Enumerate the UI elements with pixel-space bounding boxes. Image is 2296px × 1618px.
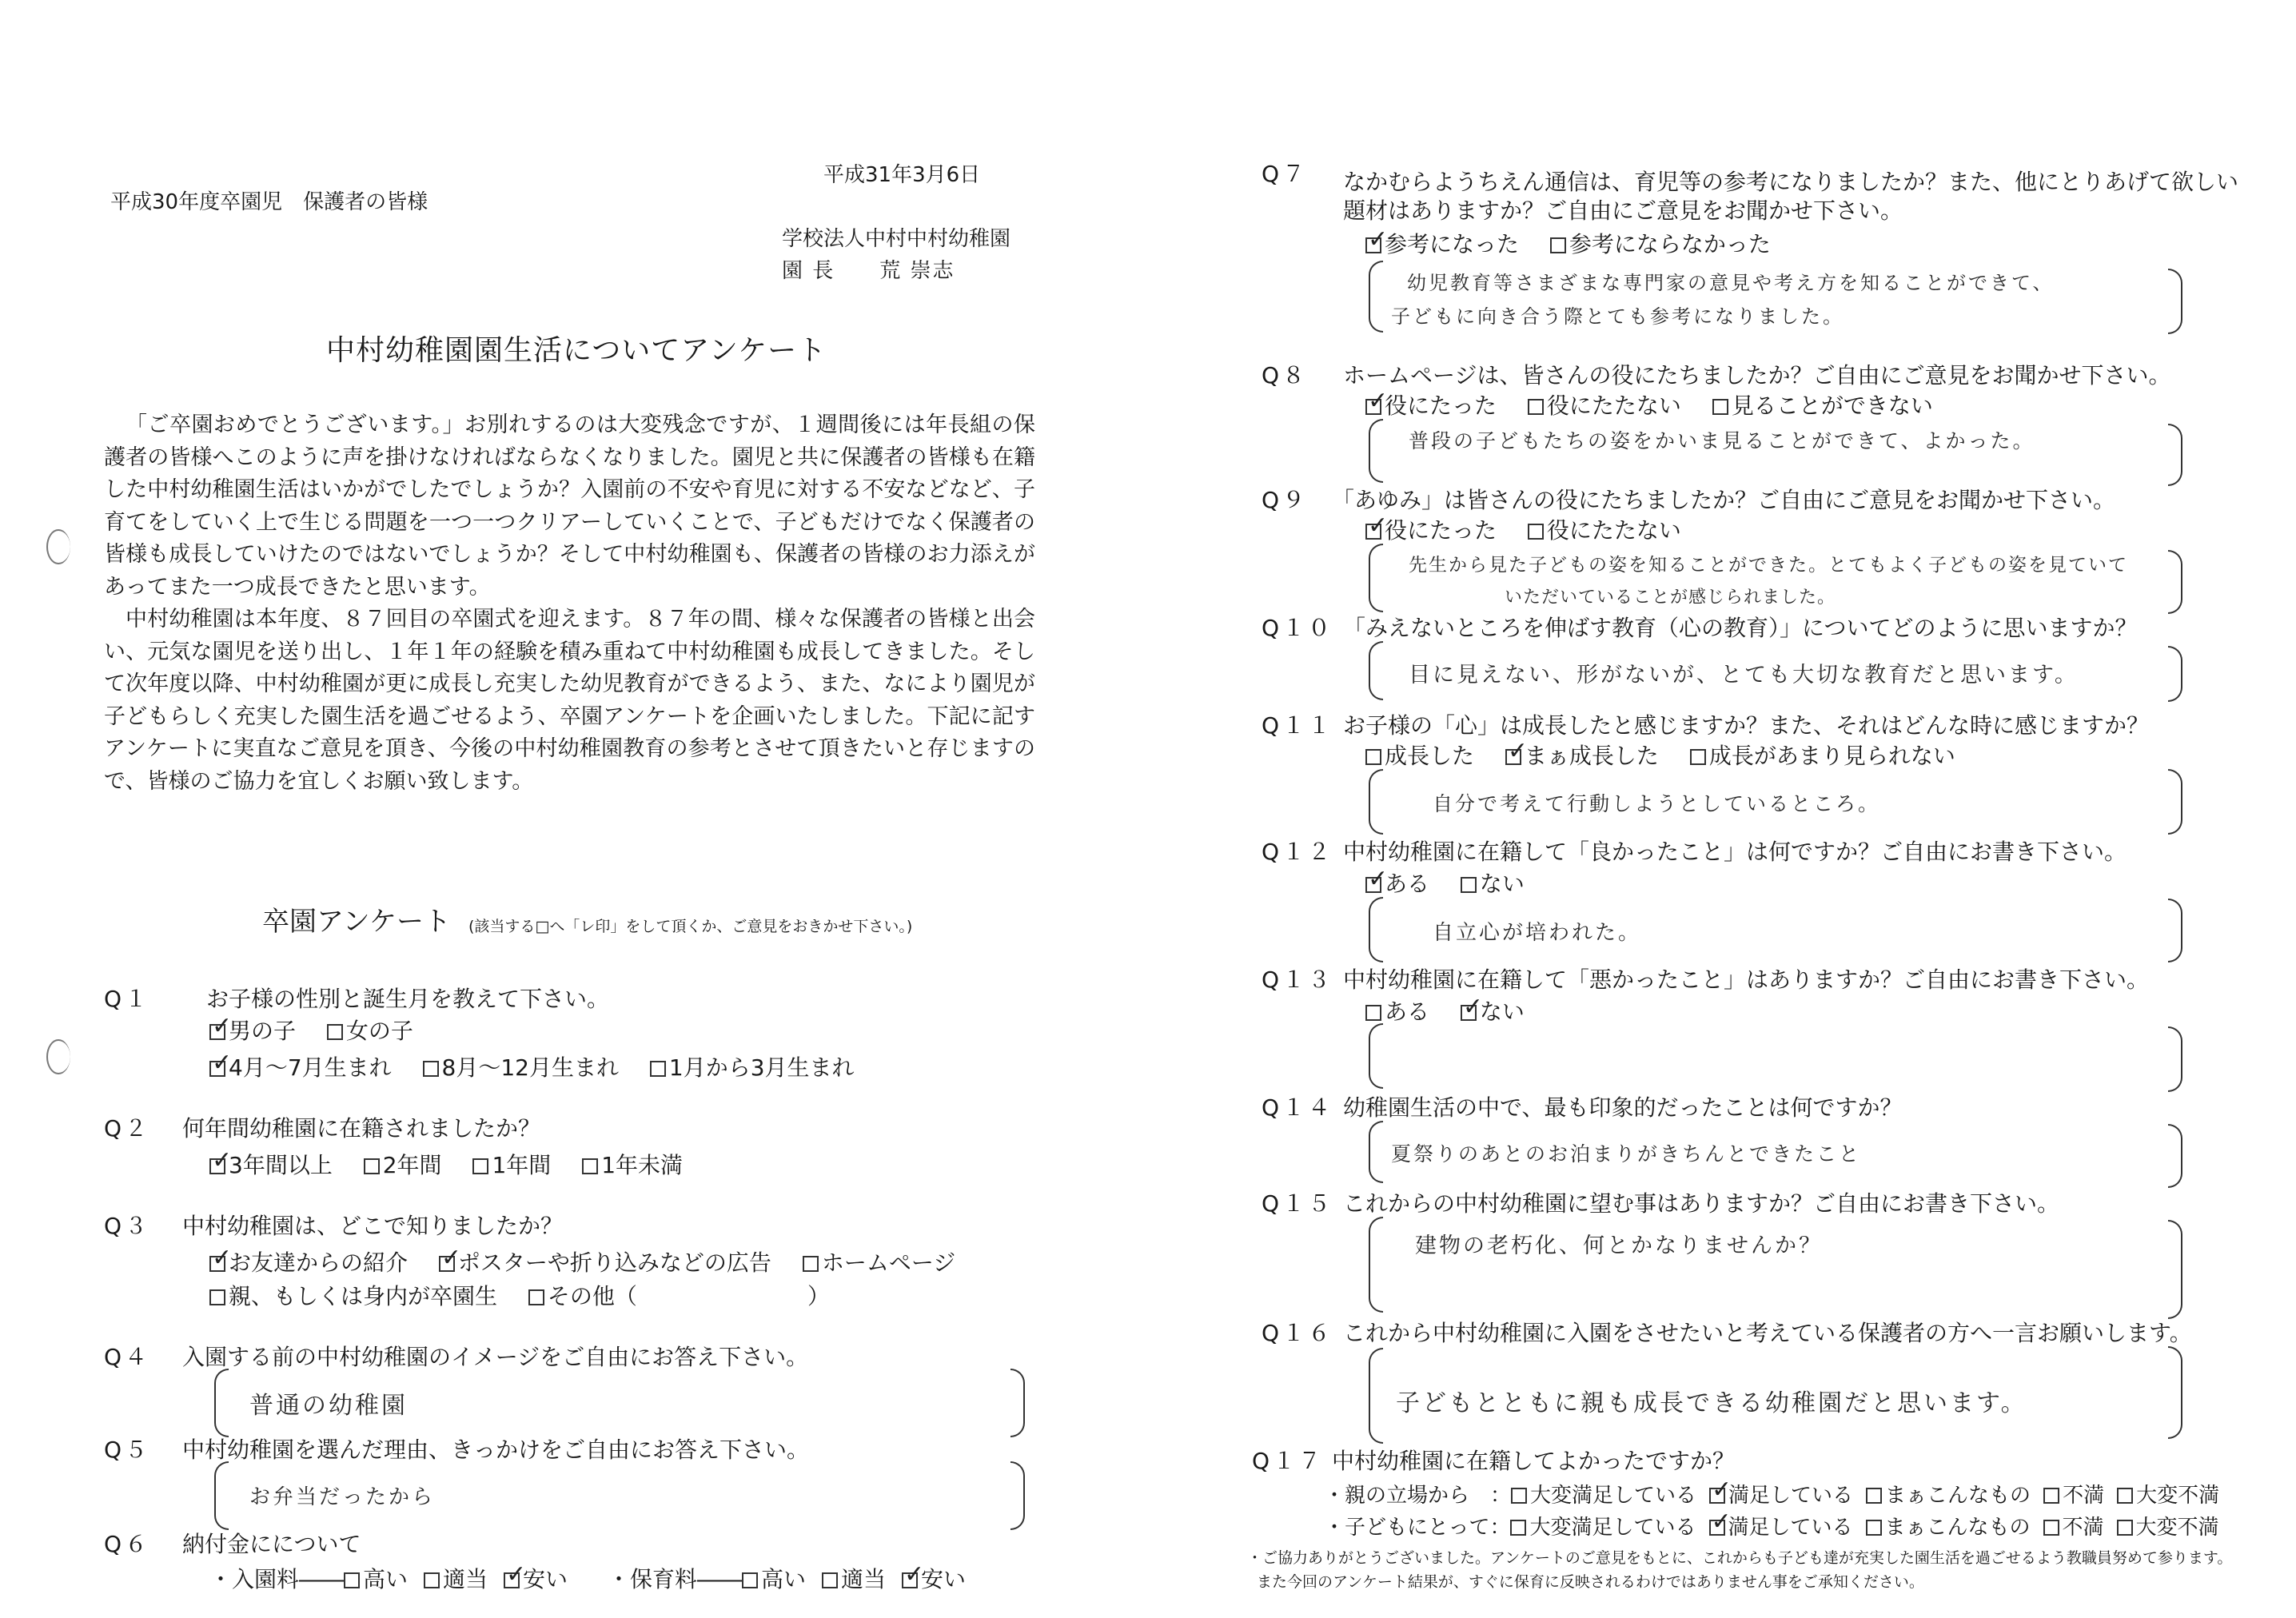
q1-text: お子様の性別と誕生月を教えて下さい。	[206, 986, 610, 1012]
q4-number: Q４	[104, 1344, 151, 1370]
checkbox[interactable]	[2117, 1520, 2133, 1536]
option[interactable]: 大変満足している	[1511, 1484, 1696, 1508]
option[interactable]: ✓男の子	[209, 1018, 296, 1044]
answer-bracket-left	[1369, 1023, 1383, 1089]
q3-close-paren: ）	[807, 1283, 831, 1309]
option[interactable]: ✓ 満足している	[1709, 1516, 1853, 1540]
option[interactable]: 8月～12月生まれ	[423, 1054, 619, 1081]
option[interactable]: ✓ 満足している	[1709, 1484, 1853, 1508]
option[interactable]: 成長した	[1365, 743, 1474, 769]
q8-number: Q８	[1262, 362, 1309, 389]
option[interactable]: 大変満足している	[1510, 1516, 1696, 1540]
q3-options-b	[209, 1279, 661, 1311]
q15-answer: 建物の老朽化、何とかなりませんか？	[1415, 1233, 1823, 1258]
q16-number: Q１６	[1262, 1320, 1334, 1346]
option[interactable]: ✓お友達からの紹介	[209, 1249, 408, 1276]
option[interactable]: 不満	[2043, 1484, 2104, 1508]
q14-text: 幼稚園生活の中で、最も印象的だったことは何ですか？	[1343, 1094, 1903, 1121]
option[interactable]: ✓ ポスターや折り込みなどの広告	[439, 1249, 771, 1276]
answer-bracket-right	[2168, 424, 2182, 486]
intro-paragraph: 中村幼稚園は本年度、８７回目の卒園式を迎えます。８７年の間、様々な保護者の皆様と出会い、元気な園児を送り出し、１年１年の経験を積み重ねて中村幼稚園も成長してきました。そして次年度以降、中村幼稚園が更に成長し充実した幼児教育ができるよう、また、なにより園児が子どもらしく充実した園生活を過ごせるよう、卒園アンケートを企画いたしました。下記に記すアンケートに実直なご意見を頂き、今後の中村幼稚園教育の参考とさせて頂きたいと存じますので、皆様のご協力を宜しくお願い致します。	[104, 607, 1035, 794]
q7-answer-cont: 子どもに向き合う際とても参考になりました。	[1391, 305, 1844, 328]
survey-title: 卒園アンケート	[262, 906, 451, 938]
q14-number: Q１４	[1262, 1094, 1334, 1121]
option[interactable]: 1月から3月生まれ	[650, 1054, 855, 1081]
option[interactable]: 2年間	[364, 1152, 442, 1178]
checkbox[interactable]	[1528, 524, 1544, 540]
option[interactable]: ✓4月～7月生まれ	[209, 1054, 392, 1081]
addressee: 平成30年度卒園児 保護者の皆様	[110, 190, 429, 214]
answer-bracket-right	[1010, 1461, 1025, 1530]
answer-bracket-left	[1369, 897, 1383, 962]
checkbox-checked[interactable]	[1709, 1520, 1725, 1536]
q17-text: 中村幼稚園に在籍してよかったですか？	[1332, 1448, 1736, 1474]
q9-options	[1365, 513, 1705, 545]
checkbox-checked[interactable]	[1365, 877, 1381, 893]
q3-options-a	[209, 1245, 979, 1277]
q8-options	[1365, 389, 1957, 420]
option[interactable]: 大変不満	[2117, 1516, 2219, 1540]
q13-options	[1365, 994, 1549, 1026]
answer-bracket-right	[2168, 1346, 2182, 1439]
q12-options	[1365, 867, 1549, 899]
checkbox-checked[interactable]	[902, 1572, 918, 1588]
answer-bracket-left	[1369, 419, 1383, 483]
option[interactable]: 1年未満	[582, 1152, 683, 1178]
q6-text: 納付金にについて	[182, 1531, 361, 1557]
option[interactable]: その他（	[528, 1283, 637, 1309]
option[interactable]: 参考にならなかった	[1550, 231, 1771, 257]
answer-bracket-left	[214, 1461, 229, 1530]
answer-bracket-right	[2168, 769, 2182, 835]
q12-number: Q１２	[1262, 839, 1334, 865]
q12-answer: 自立心が培われた。	[1433, 921, 1642, 945]
q15-text: これからの中村幼稚園に望む事はありますか？ご自由にお書き下さい。	[1343, 1190, 2060, 1217]
punch-hole-mark	[46, 1039, 70, 1074]
q9-number: Q９	[1262, 487, 1309, 513]
q7-text: なかむらようちえん通信は、育児等の参考になりましたか？また、他にとりあげて欲しい	[1343, 169, 2239, 195]
checkbox-checked[interactable]	[1365, 237, 1381, 253]
q5-number: Q５	[104, 1437, 151, 1463]
checkbox[interactable]	[364, 1158, 380, 1174]
answer-bracket-right	[2168, 899, 2182, 962]
q8-answer: 普段の子どもたちの姿をかいま見ることができて、よかった。	[1409, 429, 2035, 452]
intro-text	[104, 409, 1035, 798]
intro-paragraph: 「ご卒園おめでとうございます。」お別れするのは大変残念ですが、１週間後には年長組の保護者の皆様へこのように声を掛けなければならなくなりました。園児と共に保護者の皆様も在籍した中村幼稚園生活はいかがでしたでしょうか？入園前の不安や育児に対する不安などなど、子育てをしていく上で生じる問題を一つ一つクリアーしていくことで、子どもだけでなく保護者の皆様も成長していけたのではないでしょうか？そして中村幼稚園も、保護者の皆様のお力添えがあってまた一つ成長できたと思います。	[104, 412, 1035, 600]
option[interactable]: ない	[1461, 871, 1525, 897]
option[interactable]: ✓役にたった	[1365, 517, 1497, 544]
option[interactable]: 女の子	[327, 1018, 413, 1044]
q10-answer: 目に見えない、形がないが、とても大切な教育だと思います。	[1409, 663, 2079, 687]
checkbox-checked[interactable]	[504, 1572, 520, 1588]
q11-text: お子様の「心」は成長したと感じますか？また、それはどんな時に感じますか？	[1343, 712, 2150, 739]
checkbox[interactable]	[472, 1158, 488, 1174]
q8-text: ホームページは、皆さんの役にたちましたか？ご自由にご意見をお聞かせ下さい。	[1343, 362, 2171, 389]
q5-text: 中村幼稚園を選んだ理由、きっかけをご自由にお答え下さい。	[182, 1437, 810, 1463]
checkbox[interactable]	[209, 1289, 225, 1305]
answer-bracket-left	[214, 1369, 229, 1437]
option[interactable]: ✓ ない	[1461, 998, 1525, 1025]
checkbox[interactable]	[1866, 1520, 1882, 1536]
option[interactable]: 高い	[344, 1566, 408, 1592]
answer-bracket-right	[2168, 1220, 2182, 1319]
option[interactable]: 見ることができない	[1712, 393, 1933, 419]
checkbox[interactable]	[2117, 1488, 2133, 1504]
option[interactable]: 不満	[2043, 1516, 2104, 1540]
answer-bracket-right	[2168, 269, 2182, 334]
answer-bracket-left	[1369, 1121, 1383, 1183]
q9-text: 「あゆみ」は皆さんの役にたちましたか？ご自由にご意見をお聞かせ下さい。	[1332, 487, 2116, 513]
checkbox-checked[interactable]	[1461, 1005, 1477, 1021]
q5-answer: お弁当だったから	[249, 1485, 436, 1509]
organization-name: 学校法人中村中村幼稚園	[782, 227, 1011, 251]
answer-bracket-left	[1369, 641, 1383, 700]
q12-text: 中村幼稚園に在籍して「良かったこと」は何ですか？ご自由にお書き下さい。	[1343, 839, 2127, 865]
option[interactable]: ある	[1365, 998, 1429, 1025]
checkbox[interactable]	[1511, 1488, 1527, 1504]
q16-text: これから中村幼稚園に入園をさせたいと考えている保護者の方へ一言お願いします。	[1343, 1320, 2192, 1346]
option-label: ・入園料――	[209, 1566, 345, 1592]
q2-text: 何年間幼稚園に在籍されましたか？	[182, 1115, 541, 1142]
checkbox-checked[interactable]	[439, 1256, 455, 1272]
q7-text-cont: 題材はありますか？ご自由にご意見をお聞かせ下さい。	[1343, 197, 1903, 224]
option[interactable]: ✓3年間以上	[209, 1152, 333, 1178]
answer-bracket-right	[2168, 646, 2182, 702]
checkbox[interactable]	[1866, 1488, 1882, 1504]
answer-bracket-left	[1369, 769, 1383, 835]
q7-number: Q７	[1262, 161, 1309, 187]
q2-number: Q２	[104, 1115, 151, 1142]
q6-childcare-fee	[608, 1562, 990, 1594]
checkbox-checked[interactable]	[209, 1024, 225, 1040]
checkbox[interactable]	[742, 1572, 758, 1588]
q4-answer: 普通の幼稚園	[249, 1392, 408, 1420]
answer-bracket-left	[1369, 1217, 1383, 1313]
checkbox[interactable]	[1712, 399, 1728, 415]
q6-entrance-fee	[209, 1562, 592, 1594]
answer-bracket-left	[1369, 1348, 1383, 1444]
option-label: ・親の立場から ：	[1324, 1484, 1512, 1508]
checkbox-checked[interactable]	[1365, 399, 1381, 415]
q11-number: Q１１	[1262, 712, 1334, 739]
q17-number: Q１７	[1252, 1448, 1325, 1474]
checkbox-checked[interactable]	[1365, 524, 1381, 540]
principal-name: 園 長 荒 崇志	[782, 259, 955, 283]
q4-text: 入園する前の中村幼稚園のイメージをご自由にお答え下さい。	[182, 1344, 809, 1370]
q15-number: Q１５	[1262, 1190, 1334, 1217]
checkbox[interactable]	[1365, 1005, 1381, 1021]
q3-text: 中村幼稚園は、どこで知りましたか？	[182, 1213, 564, 1239]
checkbox[interactable]	[650, 1061, 666, 1077]
checkbox[interactable]	[2043, 1488, 2059, 1504]
checkbox[interactable]	[1690, 749, 1706, 765]
checkbox[interactable]	[1550, 237, 1566, 253]
option[interactable]: ✓役にたった	[1365, 393, 1497, 419]
option[interactable]: まぁこんなもの	[1866, 1484, 2031, 1508]
checkbox[interactable]	[582, 1158, 598, 1174]
q7-answer: 幼児教育等さまざまな専門家の意見や考え方を知ることができて、	[1407, 272, 2055, 294]
checkbox[interactable]	[344, 1572, 360, 1588]
q9-answer-cont: いただいていることが感じられました。	[1505, 588, 1836, 608]
option[interactable]: 大変不満	[2117, 1484, 2219, 1508]
q1-options-gender	[209, 1014, 437, 1046]
option[interactable]: ✓ある	[1365, 871, 1429, 897]
checkbox[interactable]	[1461, 877, 1477, 893]
checkbox-checked[interactable]	[209, 1158, 225, 1174]
answer-bracket-left	[1369, 261, 1383, 333]
document-title: 中村幼稚園園生活についてアンケート	[326, 334, 827, 367]
q7-options	[1365, 227, 1795, 259]
option[interactable]: ✓ まぁ成長した	[1505, 743, 1659, 769]
checkbox-checked[interactable]	[209, 1061, 225, 1077]
q10-number: Q１０	[1262, 615, 1334, 641]
q6-number: Q６	[104, 1531, 151, 1557]
option[interactable]: ✓参考になった	[1365, 231, 1519, 257]
q1-options-birth	[209, 1050, 879, 1082]
checkbox[interactable]	[1365, 749, 1381, 765]
checkbox[interactable]	[1510, 1520, 1526, 1536]
option[interactable]: まぁこんなもの	[1866, 1516, 2031, 1540]
option[interactable]: ✓ 安い	[504, 1566, 568, 1592]
q1-number: Q１	[104, 986, 151, 1012]
checkbox-checked[interactable]	[1709, 1488, 1725, 1504]
answer-bracket-right	[2168, 550, 2182, 614]
footer-note-cont: また今回のアンケート結果が、すぐに保育に反映されるわけではありません事をご承知ください。	[1257, 1573, 1924, 1591]
option[interactable]: 親、もしくは身内が卒園生	[209, 1283, 497, 1309]
document-date: 平成31年3月6日	[823, 163, 981, 187]
option[interactable]: 適当	[822, 1566, 886, 1592]
answer-bracket-left	[1369, 544, 1383, 612]
answer-bracket-right	[2168, 1124, 2182, 1188]
q3-number: Q３	[104, 1213, 151, 1239]
checkbox[interactable]	[528, 1289, 544, 1305]
q11-answer: 自分で考えて行動しようとしているところ。	[1433, 792, 1881, 815]
footer-note: ・ご協力ありがとうございました。アンケートのご意見をもとに、これからも子ども達が充実した園生活を過ごせるよう教職員努めて参ります。	[1247, 1549, 2233, 1567]
checkbox[interactable]	[327, 1024, 343, 1040]
checkbox[interactable]	[424, 1572, 440, 1588]
option[interactable]: ホームページ	[803, 1249, 955, 1276]
answer-bracket-right	[2168, 1026, 2182, 1092]
q17-child-view	[1324, 1511, 2219, 1540]
option[interactable]: 成長があまり見られない	[1690, 743, 1955, 769]
option[interactable]: 役にたたない	[1528, 393, 1681, 419]
q13-number: Q１３	[1262, 966, 1334, 993]
option-label: ・子どもにとって：	[1324, 1516, 1511, 1540]
answer-bracket-right	[1010, 1369, 1025, 1437]
q14-answer: 夏祭りのあとのお泊まりがきちんとできたこと	[1391, 1142, 1862, 1166]
q10-text: 「みえないところを伸ばす教育（心の教育）」についてどのように思いますか？	[1343, 615, 2138, 641]
option[interactable]: 適当	[424, 1566, 488, 1592]
punch-hole-mark	[46, 529, 70, 564]
checkbox-checked[interactable]	[209, 1256, 225, 1272]
checkbox[interactable]	[2043, 1520, 2059, 1536]
checkbox[interactable]	[423, 1061, 439, 1077]
option[interactable]: 高い	[742, 1566, 806, 1592]
q16-answer: 子どもとともに親も成長できる幼稚園だと思います。	[1396, 1389, 2027, 1417]
q13-text: 中村幼稚園に在籍して「悪かったこと」はありますか？ご自由にお書き下さい。	[1343, 966, 2150, 993]
survey-note: (該当する□へ「レ印」をして頂くか、ご意見をおきかせ下さい。)	[468, 918, 913, 935]
option[interactable]: 1年間	[472, 1152, 551, 1178]
q11-options	[1365, 739, 1979, 771]
q9-answer: 先生から見た子どもの姿を知ることができた。とてもよく子どもの姿を見ていて	[1409, 555, 2128, 576]
option-label: ・保育料――	[608, 1566, 743, 1592]
checkbox[interactable]	[822, 1572, 838, 1588]
q17-parent-view	[1324, 1479, 2219, 1508]
q2-options	[209, 1148, 707, 1180]
checkbox[interactable]	[1528, 399, 1544, 415]
option[interactable]: 役にたたない	[1528, 517, 1681, 544]
checkbox-checked[interactable]	[1505, 749, 1521, 765]
option[interactable]: ✓ 安い	[902, 1566, 966, 1592]
checkbox[interactable]	[803, 1256, 819, 1272]
